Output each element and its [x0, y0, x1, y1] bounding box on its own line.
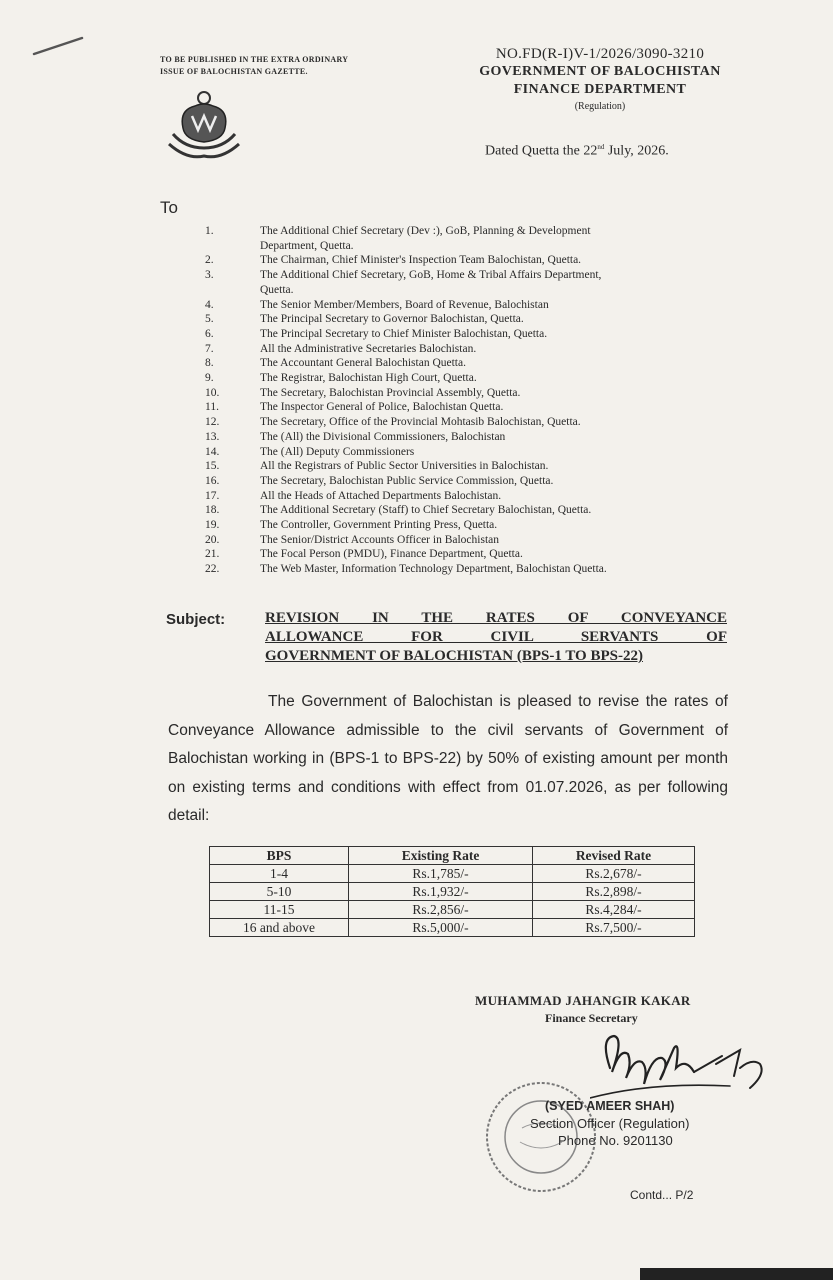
recipient-line: The Web Master, Information Technology Department, Balochistan Quetta.: [260, 563, 607, 576]
recipient-text: [260, 253, 725, 268]
recipient-line: The Additional Chief Secretary, GoB, Home & Tribal Affairs Department,: [260, 269, 602, 282]
subject-label: Subject:: [166, 611, 226, 628]
government-heading: GOVERNMENT OF BALOCHISTAN: [479, 64, 721, 79]
recipient-number: 14.: [205, 445, 220, 458]
recipient-line: The Additional Secretary (Staff) to Chief Secretary Balochistan, Quetta.: [260, 504, 592, 517]
cell-existing-rate: Rs.1,932/-: [349, 883, 533, 901]
cell-existing-rate: Rs.2,856/-: [349, 901, 533, 919]
recipient-line: The (All) Deputy Commissioners: [260, 445, 415, 458]
recipient-item: [205, 533, 725, 548]
recipient-item: [205, 342, 725, 357]
cell-revised-rate: Rs.2,898/-: [533, 883, 695, 901]
to-label: To: [160, 198, 178, 217]
recipient-line: The (All) the Divisional Commissioners, Balochistan: [260, 430, 506, 443]
government-emblem-icon: [165, 88, 243, 162]
recipient-text: [260, 533, 725, 548]
recipient-line: All the Registrars of Public Sector Universities in Balochistan.: [260, 460, 549, 473]
recipient-text: [260, 371, 725, 386]
recipient-line: The Controller, Government Printing Press, Quetta.: [260, 519, 498, 532]
table-row: [210, 865, 695, 883]
recipient-item: [205, 268, 725, 297]
recipient-number: 8.: [205, 357, 214, 370]
recipient-item: [205, 459, 725, 474]
recipient-line: The Accountant General Balochistan Quetta.: [260, 357, 466, 370]
recipient-number: 12.: [205, 416, 220, 429]
recipient-line: The Inspector General of Police, Balochistan Quetta.: [260, 401, 504, 414]
recipient-number: 2.: [205, 254, 214, 267]
header-revised-rate: Revised Rate: [533, 847, 695, 865]
recipient-item: [205, 253, 725, 268]
recipient-line: The Senior Member/Members, Board of Revenue, Balochistan: [260, 298, 549, 311]
recipient-number: 13.: [205, 430, 220, 443]
subject-text: REVISION IN THE RATES OF CONVEYANCE ALLOWANCE FOR CIVIL SERVANTS OF GOVERNMENT OF BALOCHISTAN (BPS-1 TO BPS-22): [265, 610, 727, 664]
rates-table: [209, 846, 695, 937]
section-officer-name: (SYED AMEER SHAH): [545, 1099, 675, 1113]
recipient-item: [205, 518, 725, 533]
cell-revised-rate: Rs.2,678/-: [533, 865, 695, 883]
recipient-item: [205, 430, 725, 445]
cell-revised-rate: Rs.7,500/-: [533, 919, 695, 937]
recipient-text: [260, 415, 725, 430]
recipient-item: [205, 503, 725, 518]
recipient-text: [260, 298, 725, 313]
recipient-number: 7.: [205, 342, 214, 355]
recipient-text: [260, 547, 725, 562]
publication-note: TO BE PUBLISHED IN THE EXTRA ORDINARY ISSUE OF BALOCHISTAN GAZETTE.: [160, 55, 349, 76]
recipient-line: Department, Quetta.: [260, 239, 354, 252]
recipient-item: [205, 474, 725, 489]
department-heading: FINANCE DEPARTMENT: [513, 82, 687, 97]
recipient-line: The Principal Secretary to Governor Balochistan, Quetta.: [260, 313, 524, 326]
cell-existing-rate: Rs.5,000/-: [349, 919, 533, 937]
recipient-number: 10.: [205, 386, 220, 399]
cell-existing-rate: Rs.1,785/-: [349, 865, 533, 883]
recipient-text: [260, 224, 725, 253]
recipient-line: The Registrar, Balochistan High Court, Quetta.: [260, 372, 477, 385]
recipient-item: [205, 562, 725, 577]
recipient-list: [205, 224, 725, 577]
recipient-text: [260, 562, 725, 577]
recipient-item: [205, 371, 725, 386]
header-bps: BPS: [210, 847, 349, 865]
recipient-text: [260, 518, 725, 533]
recipient-text: [260, 268, 725, 297]
recipient-item: [205, 298, 725, 313]
table-header-row: [210, 847, 695, 865]
date-line: Dated Quetta the 22nd July, 2026.: [485, 143, 669, 159]
recipient-number: 6.: [205, 327, 214, 340]
section-officer-title: Section Officer (Regulation): [530, 1116, 690, 1131]
signatory-name: MUHAMMAD JAHANGIR KAKAR: [475, 993, 691, 1008]
recipient-number: 5.: [205, 313, 214, 326]
continued-note: Contd... P/2: [630, 1188, 694, 1202]
recipient-text: [260, 474, 725, 489]
recipient-line: The Secretary, Balochistan Provincial Assembly, Quetta.: [260, 386, 521, 399]
recipient-item: [205, 400, 725, 415]
recipient-item: [205, 547, 725, 562]
recipient-line: The Principal Secretary to Chief Minister Balochistan, Quetta.: [260, 327, 548, 340]
recipient-number: 19.: [205, 519, 220, 532]
recipient-text: [260, 459, 725, 474]
section-heading: (Regulation): [574, 101, 626, 112]
recipient-item: [205, 312, 725, 327]
table-row: [210, 901, 695, 919]
recipient-text: [260, 327, 725, 342]
recipient-item: [205, 386, 725, 401]
recipient-text: [260, 503, 725, 518]
body-paragraph: The Government of Balochistan is pleased to revise the rates of Conveyance Allowance admissible to the civil servants of Government of Balochistan working in (BPS-1 to BPS-22) by 50% of existing amount per month on existing terms and conditions with effect from 01.07.2026, as per following detail:: [168, 693, 728, 824]
cell-bps: 1-4: [210, 865, 349, 883]
recipient-number: 1.: [205, 225, 214, 237]
recipient-text: [260, 400, 725, 415]
recipient-number: 17.: [205, 489, 220, 502]
recipient-text: [260, 342, 725, 357]
recipient-number: 11.: [205, 401, 219, 414]
table-row: [210, 919, 695, 937]
recipient-line: Quetta.: [260, 283, 294, 296]
recipient-number: 15.: [205, 460, 220, 473]
recipient-number: 20.: [205, 533, 220, 546]
recipient-line: The Chairman, Chief Minister's Inspection Team Balochistan, Quetta.: [260, 254, 582, 267]
recipient-line: The Additional Chief Secretary (Dev :), GoB, Planning & Development: [260, 225, 591, 237]
reference-number: NO.FD(R-I)V-1/2026/3090-3210: [495, 46, 705, 62]
recipient-text: [260, 489, 725, 504]
recipient-number: 18.: [205, 504, 220, 517]
cell-revised-rate: Rs.4,284/-: [533, 901, 695, 919]
recipient-item: [205, 415, 725, 430]
cell-bps: 5-10: [210, 883, 349, 901]
recipient-item: [205, 489, 725, 504]
recipient-number: 9.: [205, 372, 214, 385]
recipient-line: All the Administrative Secretaries Balochistan.: [260, 342, 477, 355]
recipient-line: The Senior/District Accounts Officer in Balochistan: [260, 533, 499, 546]
table-row: [210, 883, 695, 901]
recipient-item: [205, 356, 725, 371]
cell-bps: 11-15: [210, 901, 349, 919]
section-officer-phone: Phone No. 9201130: [558, 1133, 673, 1148]
recipient-number: 3.: [205, 269, 214, 282]
recipient-line: The Secretary, Balochistan Public Service Commission, Quetta.: [260, 474, 554, 487]
recipient-text: [260, 356, 725, 371]
cell-bps: 16 and above: [210, 919, 349, 937]
recipient-number: 16.: [205, 474, 220, 487]
recipient-item: [205, 224, 725, 253]
recipient-number: 4.: [205, 298, 214, 311]
recipient-text: [260, 430, 725, 445]
recipient-text: [260, 312, 725, 327]
pen-mark: [30, 30, 90, 60]
scan-shadow: [640, 1268, 833, 1280]
recipient-number: 22.: [205, 563, 220, 576]
recipient-number: 21.: [205, 548, 220, 561]
header-existing-rate: Existing Rate: [349, 847, 533, 865]
recipient-line: The Focal Person (PMDU), Finance Department, Quetta.: [260, 548, 523, 561]
signatory-title: Finance Secretary: [545, 1011, 638, 1025]
recipient-text: [260, 386, 725, 401]
recipient-text: [260, 445, 725, 460]
recipient-item: [205, 327, 725, 342]
recipient-line: The Secretary, Office of the Provincial Mohtasib Balochistan, Quetta.: [260, 416, 581, 429]
recipient-line: All the Heads of Attached Departments Balochistan.: [260, 489, 502, 502]
recipient-item: [205, 445, 725, 460]
